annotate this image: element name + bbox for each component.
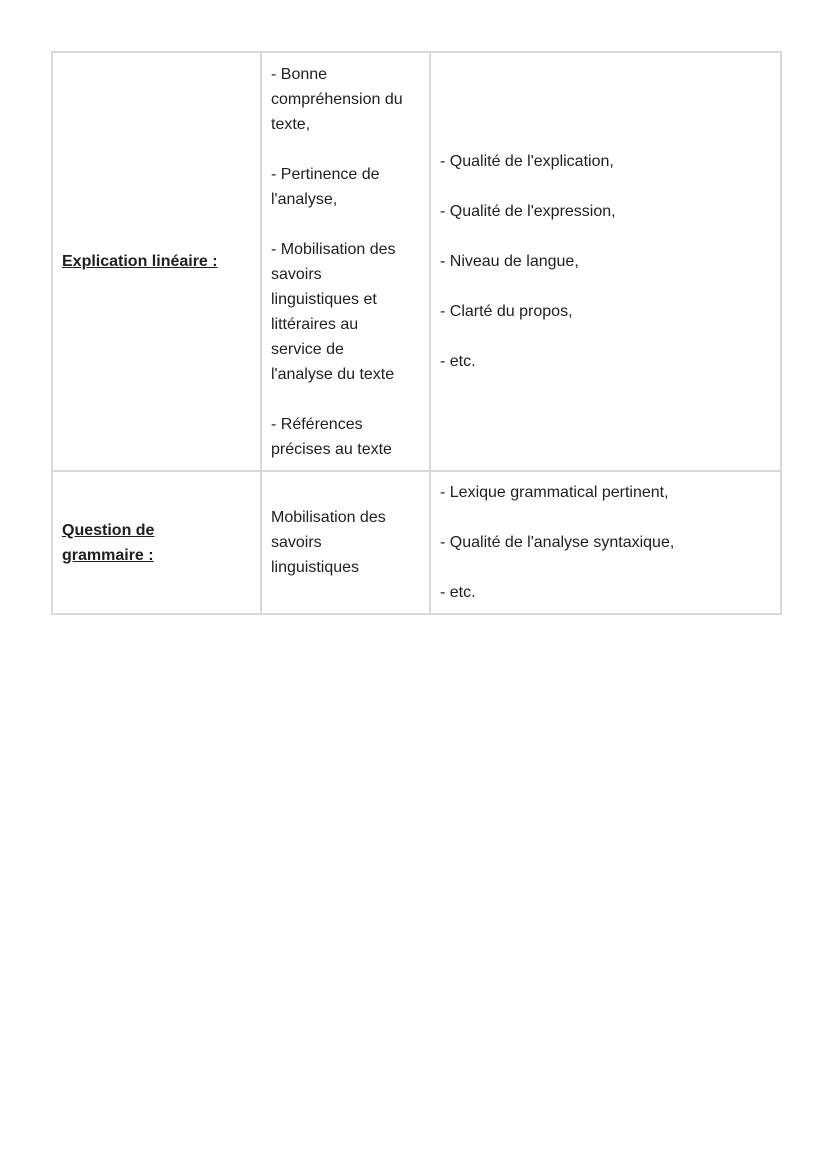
quality-line: - etc. — [440, 353, 476, 370]
criteria-line: - Mobilisation des — [271, 241, 396, 258]
criteria-line — [271, 212, 420, 237]
quality-line: - Clarté du propos, — [440, 303, 573, 320]
quality-line: - Qualité de l'analyse syntaxique, — [440, 534, 675, 551]
quality-cell — [430, 52, 781, 471]
row-label-grammaire: Question de grammaire : — [62, 521, 155, 564]
criteria-line — [271, 137, 420, 162]
quality-line — [440, 505, 771, 530]
quality-line — [440, 224, 771, 249]
quality-line: - etc. — [440, 584, 476, 601]
criteria-line — [271, 387, 420, 412]
criteria-line: Mobilisation des — [271, 509, 386, 526]
criteria-line: savoirs — [271, 266, 322, 283]
criteria-line: l'analyse du texte — [271, 366, 395, 383]
quality-line — [440, 274, 771, 299]
table-row — [52, 52, 781, 471]
criteria-line: précises au texte — [271, 441, 392, 458]
criteria-line: compréhension du — [271, 91, 403, 108]
criteria-cell — [261, 52, 430, 471]
quality-line — [440, 555, 771, 580]
table-row — [52, 471, 781, 614]
criteria-line: savoirs — [271, 534, 322, 551]
criteria-line: - Références — [271, 416, 363, 433]
row-label-explication: Explication linéaire : — [62, 253, 218, 270]
criteria-line: l'analyse, — [271, 191, 338, 208]
row-label-cell — [52, 471, 261, 614]
quality-line: - Lexique grammatical pertinent, — [440, 484, 669, 501]
quality-cell — [430, 471, 781, 614]
criteria-line: linguistiques et — [271, 291, 377, 308]
criteria-line: service de — [271, 341, 344, 358]
criteria-line: - Bonne — [271, 66, 328, 83]
quality-line: - Qualité de l'explication, — [440, 153, 614, 170]
criteria-cell — [261, 471, 430, 614]
criteria-line: littéraires au — [271, 316, 359, 333]
quality-line — [440, 174, 771, 199]
quality-line: - Niveau de langue, — [440, 253, 579, 270]
quality-line: - Qualité de l'expression, — [440, 203, 616, 220]
evaluation-criteria-table — [51, 51, 782, 615]
quality-line — [440, 324, 771, 349]
criteria-line: linguistiques — [271, 559, 360, 576]
criteria-line: texte, — [271, 116, 311, 133]
criteria-line: - Pertinence de — [271, 166, 380, 183]
row-label-cell — [52, 52, 261, 471]
